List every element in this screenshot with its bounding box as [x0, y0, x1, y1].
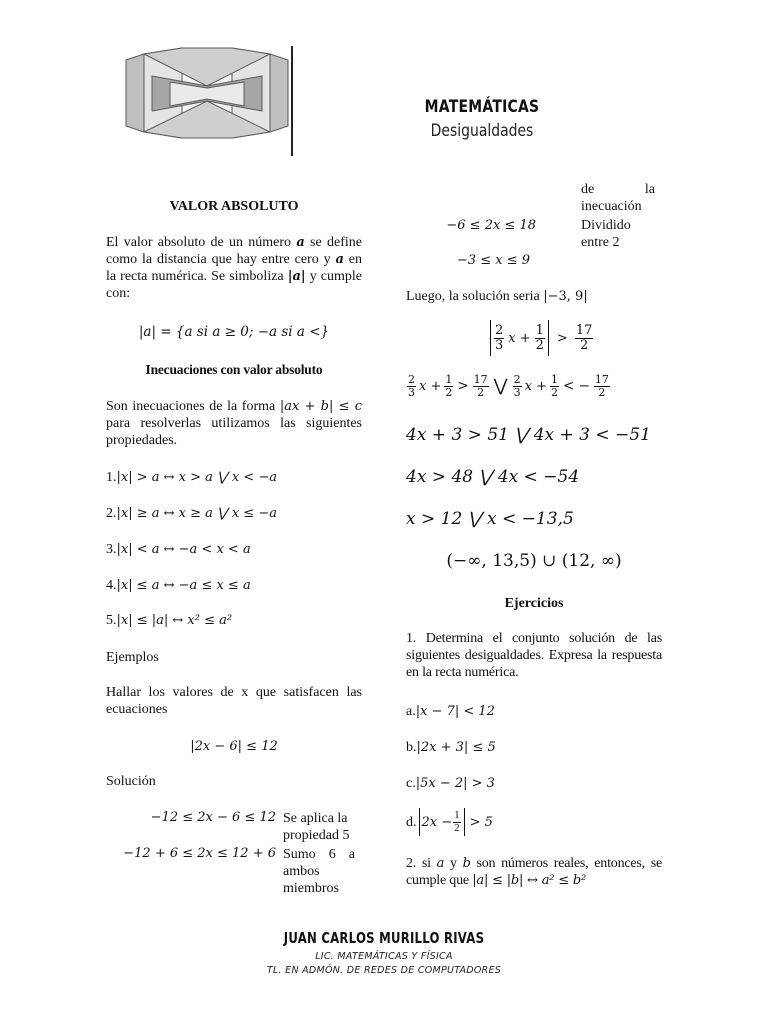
- numerator: 1: [454, 808, 460, 821]
- fraction: [407, 374, 416, 398]
- fraction: [535, 324, 545, 352]
- or-operator: ⋁: [493, 376, 508, 397]
- item-expr: |x − 7| < 12: [415, 704, 495, 719]
- fraction: [575, 324, 594, 352]
- solution-line-5: x > 12 ⋁ x < −13,5: [406, 509, 574, 529]
- intro-text: se define como la distancia que hay entre cero y: [106, 235, 362, 267]
- step-2-note: Sumo 6 a ambos miembros: [283, 847, 355, 896]
- numerator: 2: [495, 322, 504, 338]
- exercise-2: [406, 855, 662, 889]
- conclusion-text: Luego, la solución seria: [406, 289, 544, 304]
- property-number: 1.: [106, 470, 117, 485]
- item-expr: 2x −: [421, 814, 453, 830]
- ineq-form: |ax + b| ≤ c: [279, 399, 363, 414]
- exercise-text: son números reales, entonces, se cumple que: [406, 856, 662, 888]
- denominator: 2: [445, 385, 453, 399]
- intro-paragraph: [106, 234, 362, 302]
- solution-line-3: 4x + 3 > 51 ⋁ 4x + 3 < −51: [406, 425, 651, 445]
- inequality-intro: [106, 398, 362, 449]
- exercise-text: 2. si: [406, 856, 437, 871]
- step-2-note-continued: de la inecuación: [581, 182, 655, 214]
- denominator: 2: [477, 385, 485, 399]
- item-expr: |2x + 3| ≤ 5: [416, 740, 496, 755]
- numerator: 1: [535, 322, 544, 338]
- example-2-equation: [488, 320, 594, 356]
- fraction: [473, 374, 489, 398]
- exercises-title: Ejercicios: [504, 596, 564, 611]
- expr-part: x +: [419, 378, 442, 394]
- denominator: 2: [454, 821, 460, 834]
- author-title: TL. EN ADMÓN. DE REDES DE COMPUTADORES: [266, 965, 502, 976]
- author-name: JUAN CARLOS MURILLO RIVAS: [283, 929, 485, 947]
- solution-step-2: −12 + 6 ≤ 2x ≤ 12 + 6: [123, 846, 276, 861]
- author-degree: LIC. MATEMÁTICAS Y FÍSICA: [315, 951, 453, 962]
- intro-text: y cumple con:: [106, 269, 362, 301]
- step-1-note: Se aplica la propiedad 5: [283, 811, 350, 843]
- example-equation: |2x − 6| ≤ 12: [190, 739, 278, 754]
- exercise-text: y: [444, 856, 463, 871]
- solution-step-3: −6 ≤ 2x ≤ 18: [446, 218, 536, 233]
- var-a: a: [335, 252, 344, 267]
- logo-graphic: [122, 46, 292, 141]
- denominator: 2: [579, 337, 589, 353]
- exercise-expr: |a| ≤ |b| ↔ a² ≤ b²: [472, 873, 586, 888]
- subsection-title: Inecuaciones con valor absoluto: [145, 362, 323, 377]
- solution-step-4: −3 ≤ x ≤ 9: [456, 253, 530, 268]
- item-label: a.: [406, 704, 416, 719]
- topic-title: Desigualdades: [430, 121, 534, 141]
- intro-text: El valor absoluto de un número: [106, 235, 297, 250]
- numerator: 17: [575, 322, 593, 338]
- examples-label: Ejemplos: [106, 650, 159, 665]
- property-expr: |x| > a ↔ x > a ⋁ x < −a: [116, 470, 277, 485]
- item-expr: > 5: [469, 814, 493, 830]
- property-5: [106, 612, 232, 629]
- operator: >: [457, 378, 469, 395]
- expr-part: x +: [508, 330, 531, 346]
- solution-interval: (−∞, 13,5) ∪ (12, ∞): [446, 551, 622, 571]
- solution-line-4: 4x > 48 ⋁ 4x < −54: [406, 467, 580, 487]
- denominator: 2: [535, 337, 544, 353]
- property-number: 2.: [106, 506, 117, 521]
- property-expr: |x| ≤ a ↔ −a ≤ x ≤ a: [116, 578, 251, 593]
- fraction: [594, 374, 610, 398]
- step-3-note: Dividido entre 2: [581, 218, 631, 250]
- fraction: [444, 374, 453, 398]
- example-text: Hallar los valores de x que satisfacen las ecuaciones: [106, 685, 362, 717]
- fraction: [550, 374, 559, 398]
- property-expr: |x| ≤ |a| ↔ x² ≤ a²: [116, 613, 233, 628]
- property-expr: |x| < a ↔ −a < x < a: [116, 542, 251, 557]
- property-number: 5.: [106, 613, 117, 628]
- denominator: 2: [598, 385, 606, 399]
- exercise-item-c: [406, 775, 495, 792]
- numerator: 17: [473, 373, 488, 386]
- var-a: a: [296, 235, 305, 250]
- section-title: VALOR ABSOLUTO: [169, 199, 299, 214]
- operator: >: [556, 330, 568, 346]
- denominator: 2: [550, 385, 558, 399]
- fraction: [453, 810, 461, 834]
- item-label: d.: [406, 814, 417, 830]
- ineq-text: para resolverlas utilizamos las siguientes propiedades.: [106, 416, 362, 448]
- property-4: [106, 577, 251, 594]
- denominator: 3: [495, 337, 504, 353]
- exercise-item-d: [406, 808, 493, 836]
- exercise-1: 1. Determina el conjunto solución de las siguientes desigualdades. Expresa la respuesta en la recta numérica.: [406, 631, 662, 680]
- header-divider: [291, 46, 293, 156]
- subject-title: MATEMÁTICAS: [424, 97, 540, 117]
- expr-part: x +: [524, 378, 547, 394]
- property-2: [106, 505, 277, 522]
- exercise-item-b: [406, 739, 496, 756]
- solution-label: Solución: [106, 774, 156, 789]
- numerator: 17: [594, 373, 609, 386]
- operator: < −: [562, 378, 590, 395]
- item-label: c.: [406, 776, 416, 791]
- item-expr: |5x − 2| > 3: [415, 776, 495, 791]
- definition-formula: |a| = {a si a ≥ 0; −a si a <}: [138, 324, 330, 340]
- denominator: 3: [408, 385, 415, 399]
- property-1: [106, 469, 277, 486]
- denominator: 3: [513, 385, 521, 399]
- exercise-item-a: [406, 703, 495, 720]
- solution-step-1: −12 ≤ 2x − 6 ≤ 12: [150, 810, 276, 825]
- property-expr: |x| ≥ a ↔ x ≥ a ⋁ x ≤ −a: [116, 506, 277, 521]
- fraction: [513, 374, 522, 398]
- conclusion-set: |−3, 9|: [543, 289, 588, 304]
- var-a: a: [436, 856, 445, 871]
- intro-text: en la recta numérica. Se simboliza: [106, 252, 362, 284]
- property-number: 3.: [106, 542, 117, 557]
- fraction: [494, 324, 504, 352]
- example-2-split: [406, 374, 611, 398]
- var-b: b: [462, 856, 471, 871]
- abs-symbol: |a|: [287, 269, 306, 284]
- ineq-text: Son inecuaciones de la forma: [106, 399, 280, 414]
- numerator: 1: [445, 373, 453, 386]
- numerator: 2: [513, 373, 521, 386]
- numerator: 1: [550, 373, 558, 386]
- numerator: 2: [408, 373, 415, 386]
- property-3: [106, 541, 251, 558]
- item-label: b.: [406, 740, 417, 755]
- conclusion: [406, 288, 588, 305]
- property-number: 4.: [106, 578, 117, 593]
